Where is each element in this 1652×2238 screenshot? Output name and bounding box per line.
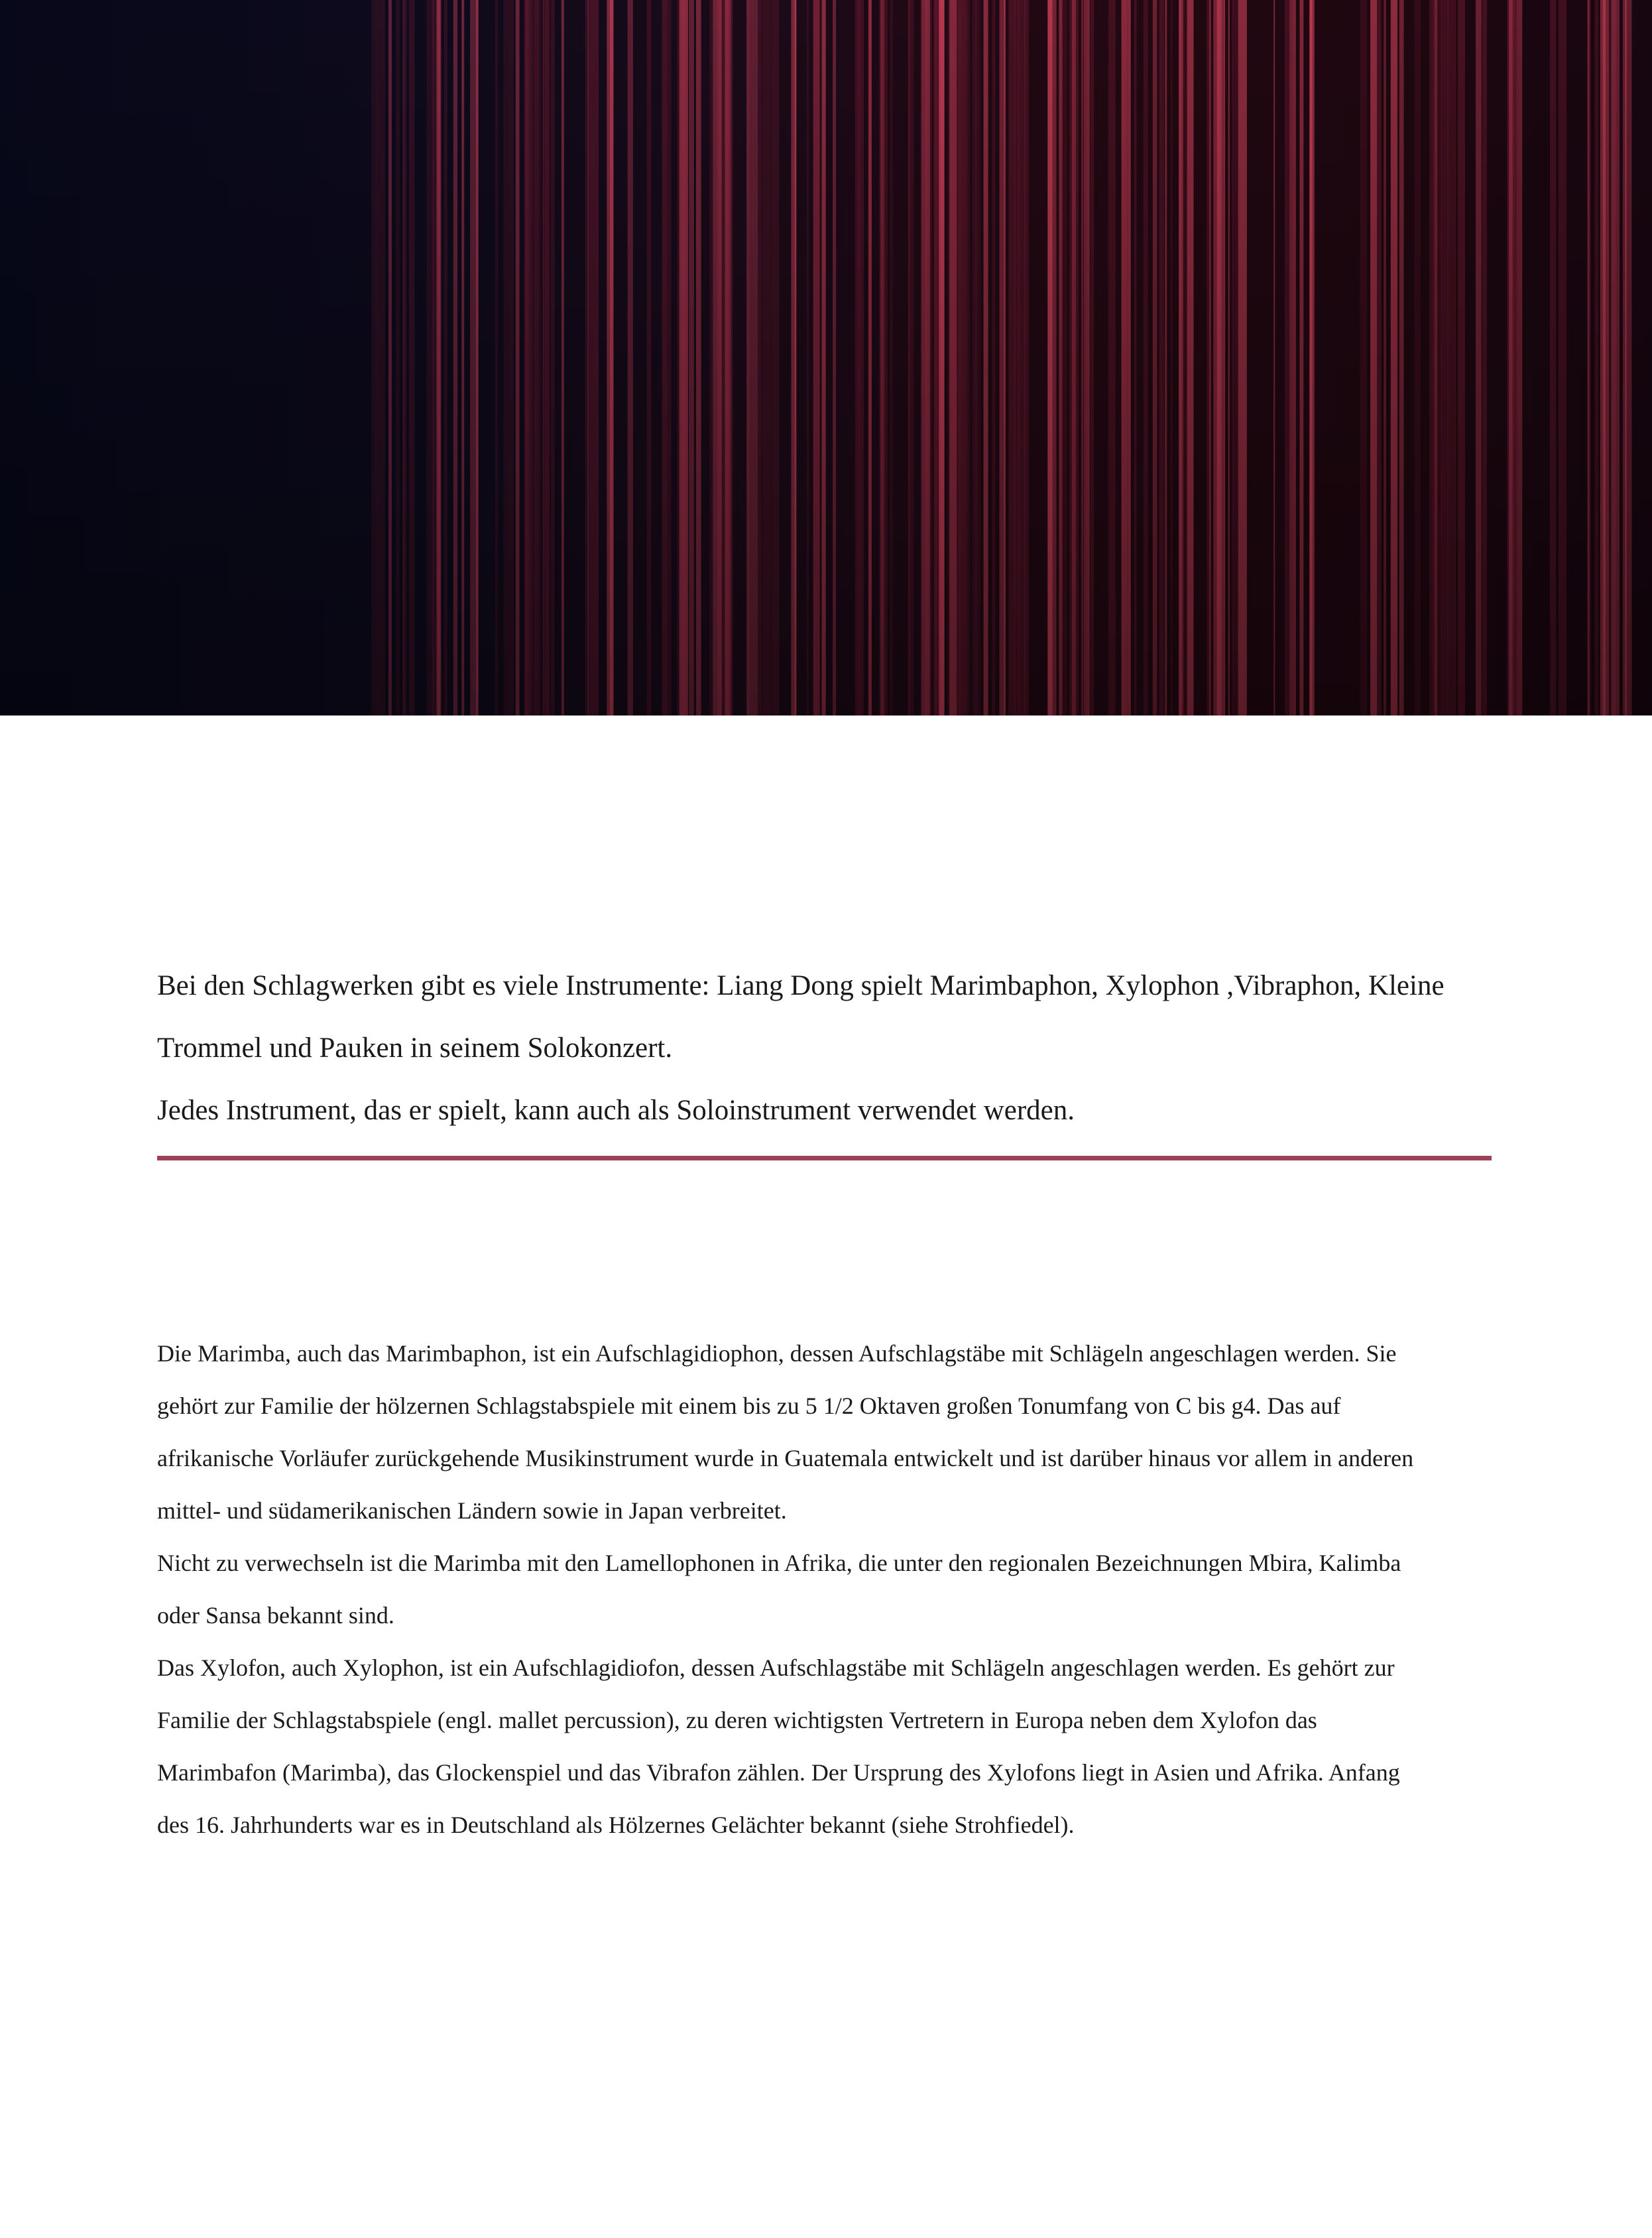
body-line: Familie der Schlagstabspiele (engl. mallet percussion), zu deren wichtigsten Vertretern in Europa neben dem Xylofon das: [157, 1707, 1317, 1733]
intro-paragraph: [157, 955, 1503, 1142]
body-line: oder Sansa bekannt sind.: [157, 1602, 394, 1629]
header-banner-image: [0, 0, 1652, 715]
body-line: Die Marimba, auch das Marimbaphon, ist ein Aufschlagidiophon, dessen Aufschlagstäbe mit Schlägeln angeschlagen werden. Sie: [157, 1340, 1397, 1367]
light-stripes-graphic: [0, 0, 1652, 715]
body-line: gehört zur Familie der hölzernen Schlagstabspiele mit einem bis zu 5 1/2 Oktaven großen Tonumfang von C bis g4. Das auf: [157, 1393, 1341, 1419]
intro-line: Jedes Instrument, das er spielt, kann auch als Soloinstrument verwendet werden.: [157, 1095, 1075, 1126]
body-line: mittel- und südamerikanischen Ländern sowie in Japan verbreitet.: [157, 1497, 787, 1524]
body-line: Das Xylofon, auch Xylophon, ist ein Aufschlagidiofon, dessen Aufschlagstäbe mit Schlägeln angeschlagen werden. Es gehört zur: [157, 1654, 1395, 1681]
section-divider: [157, 1156, 1492, 1160]
body-line: Nicht zu verwechseln ist die Marimba mit den Lamellophonen in Afrika, die unter den regionalen Bezeichnungen Mbira, Kalimba: [157, 1550, 1401, 1576]
intro-line: Trommel und Pauken in seinem Solokonzert.: [157, 1032, 673, 1064]
body-line: des 16. Jahrhunderts war es in Deutschland als Hölzernes Gelächter bekannt (siehe Strohfiedel).: [157, 1812, 1075, 1838]
body-line: Marimbafon (Marimba), das Glockenspiel und das Vibrafon zählen. Der Ursprung des Xylofons liegt in Asien und Afrika. Anfang: [157, 1759, 1400, 1786]
body-paragraphs: [157, 1328, 1509, 1851]
body-line: afrikanische Vorläufer zurückgehende Musikinstrument wurde in Guatemala entwickelt und ist darüber hinaus vor allem in anderen: [157, 1445, 1414, 1471]
intro-line: Bei den Schlagwerken gibt es viele Instrumente: Liang Dong spielt Marimbaphon, Xylophon ,Vibraphon, Kleine: [157, 970, 1445, 1001]
banner-shade: [0, 0, 1652, 715]
